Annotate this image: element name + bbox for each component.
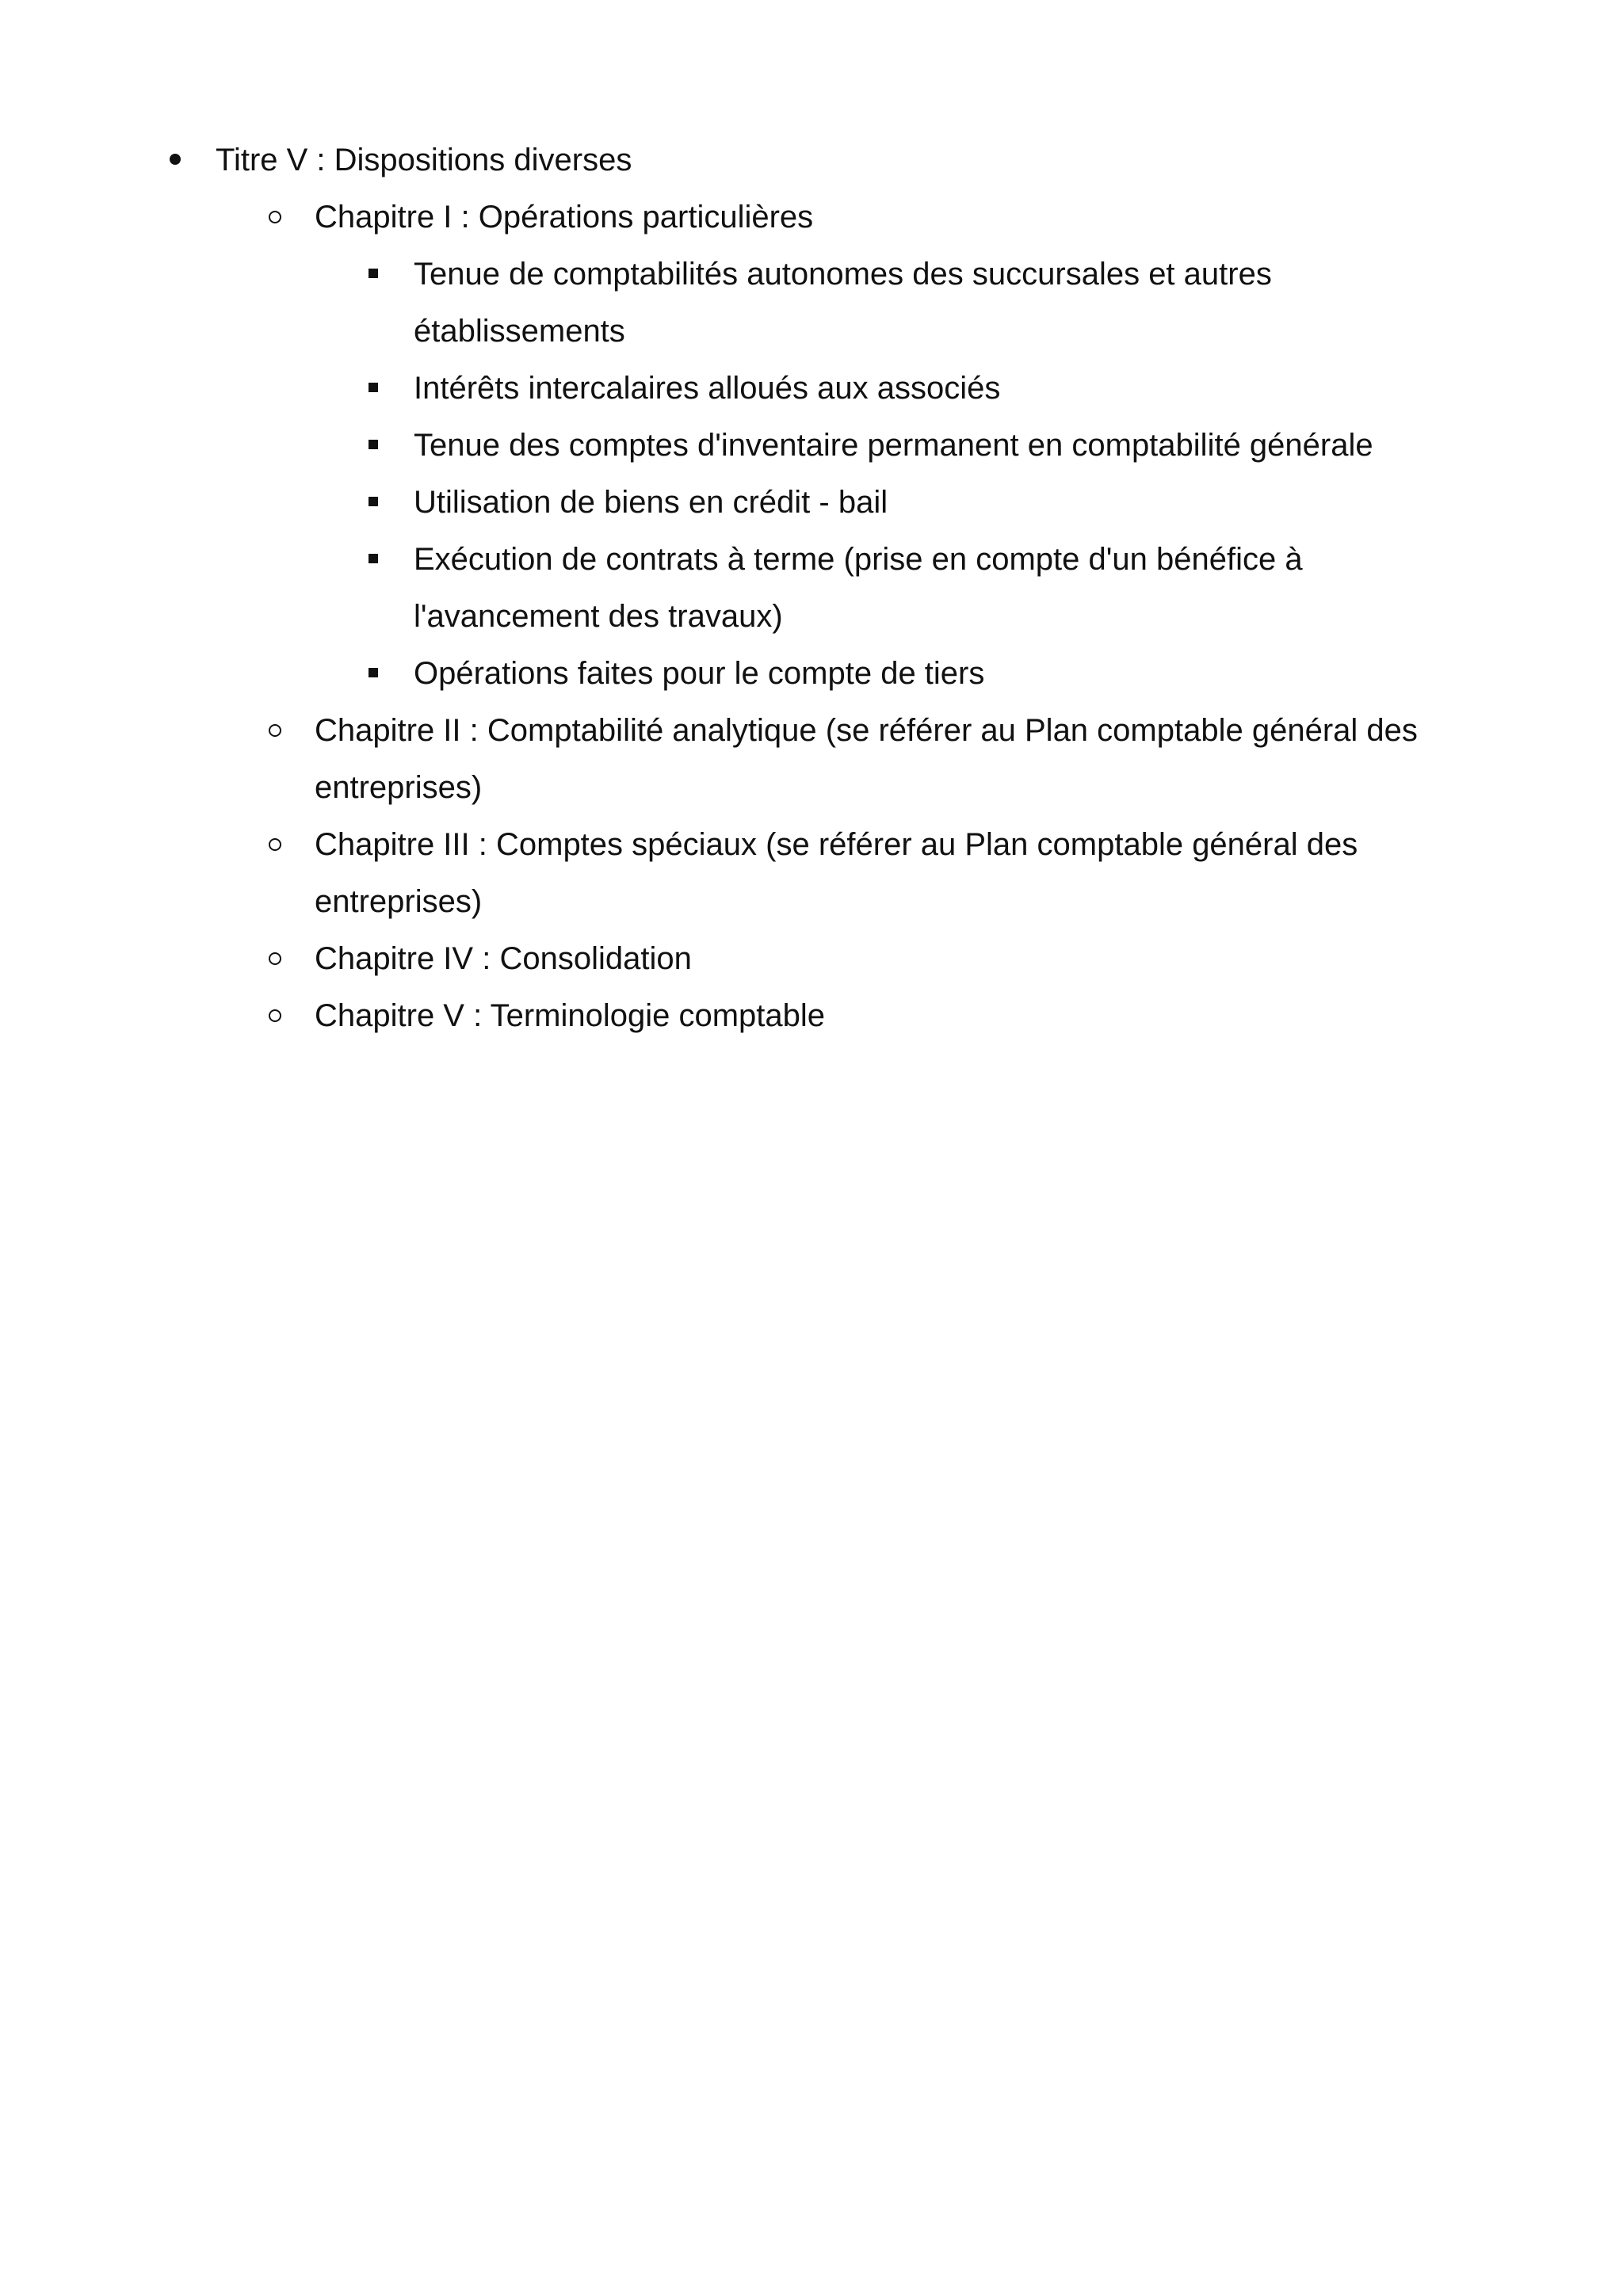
- circle-bullet-icon: [263, 816, 287, 873]
- list-item-chapitre-2: [0, 702, 1623, 816]
- list-item-operation: [0, 531, 1623, 645]
- list-item-operation: [0, 645, 1623, 702]
- disc-bullet-icon: [163, 132, 187, 189]
- square-bullet-icon: [361, 531, 385, 588]
- square-bullet-icon: [361, 645, 385, 702]
- chapitre-label: Chapitre IV : Consolidation: [315, 941, 692, 976]
- circle-bullet-icon: [263, 702, 287, 759]
- chapitre-label: Chapitre II : Comptabilité analytique (se référer au Plan comptable général des entreprises): [315, 713, 1418, 805]
- list-item-chapitre-3: [0, 816, 1623, 930]
- chapitre-label: Chapitre I : Opérations particulières: [315, 200, 814, 235]
- list-item-operation: [0, 360, 1623, 417]
- list-item-operation: [0, 474, 1623, 531]
- operation-label: Exécution de contrats à terme (prise en compte d'un bénéfice à l'avancement des travaux): [414, 542, 1303, 634]
- chapitre-label: Chapitre V : Terminologie comptable: [315, 998, 826, 1033]
- circle-bullet-icon: [263, 987, 287, 1044]
- square-bullet-icon: [361, 360, 385, 417]
- list-item-chapitre-4: [0, 930, 1623, 987]
- operation-label: Intérêts intercalaires alloués aux associés: [414, 371, 1001, 406]
- outline-list: [0, 132, 1623, 1044]
- square-bullet-icon: [361, 474, 385, 531]
- chapitre-label: Chapitre III : Comptes spéciaux (se référer au Plan comptable général des entreprises): [315, 827, 1358, 919]
- operation-label: Utilisation de biens en crédit - bail: [414, 485, 888, 520]
- square-bullet-icon: [361, 417, 385, 474]
- operation-label: Opérations faites pour le compte de tiers: [414, 656, 985, 691]
- list-item-chapitre-5: [0, 987, 1623, 1044]
- circle-bullet-icon: [263, 189, 287, 246]
- operation-label: Tenue des comptes d'inventaire permanent en comptabilité générale: [414, 428, 1373, 463]
- list-item-operation: [0, 246, 1623, 360]
- list-item-titre-v: [0, 132, 1623, 189]
- list-item-chapitre-1: [0, 189, 1623, 246]
- operation-label: Tenue de comptabilités autonomes des succursales et autres établissements: [414, 257, 1272, 349]
- list-item-operation: [0, 417, 1623, 474]
- circle-bullet-icon: [263, 930, 287, 987]
- titre-label: Titre V : Dispositions diverses: [216, 143, 632, 177]
- square-bullet-icon: [361, 246, 385, 303]
